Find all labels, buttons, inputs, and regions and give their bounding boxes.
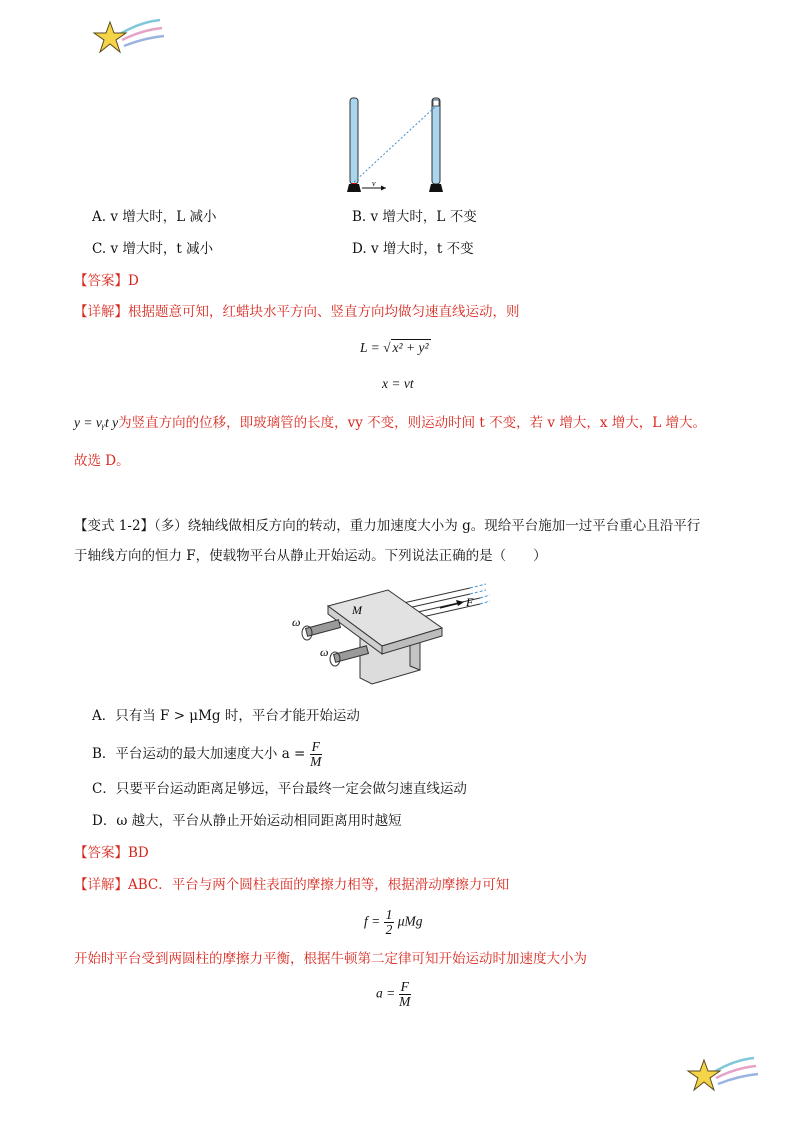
- question-stem-line2: 于轴线方向的恒力 F，使载物平台从静止开始运动。下列说法正确的是（ ）: [74, 548, 547, 564]
- option-b: B. v 增大时，L 不变: [352, 209, 477, 225]
- option-a: A. v 增大时，L 减小: [92, 209, 217, 225]
- fraction-F-over-M: $\frac{F}{M}$: [310, 739, 322, 769]
- omega-label-2: ω: [320, 645, 329, 659]
- option-b-2: B．平台运动的最大加速度大小 a = $\frac{F}{M}$: [92, 739, 322, 769]
- question-stem-line1: 【变式 1-2】（多）绕轴线做相反方向的转动，重力加速度大小为 g。现给平台施加一过平台重心且沿平行: [74, 518, 701, 534]
- option-c-2: C．只要平台运动距离足够远，平台最终一定会做匀速直线运动: [92, 781, 467, 797]
- option-a-2: A．只有当 F > μMg 时，平台才能开始运动: [92, 708, 360, 724]
- equation-x: x = vt: [382, 376, 414, 391]
- option-d: D. v 增大时，t 不变: [352, 241, 474, 257]
- conclusion-line: 故选 D。: [74, 453, 130, 469]
- mass-label: M: [352, 603, 362, 617]
- detail-line-2: 【详解】ABC．平台与两个圆柱表面的摩擦力相等，根据滑动摩擦力可知: [74, 877, 510, 893]
- omega-label-1: ω: [292, 615, 301, 629]
- equation-f: f = $\frac{1}{2}$ μMg: [364, 907, 423, 937]
- platform-figure: [290, 580, 490, 692]
- shooting-star-icon-2: [686, 1054, 760, 1098]
- answer-line: 【答案】D: [74, 273, 139, 289]
- equation-L: L = √ x² + y²: [360, 340, 429, 355]
- force-label: F: [466, 595, 474, 609]
- shooting-star-icon: [92, 16, 166, 60]
- explanation-line: y = vᵧt y为竖直方向的位移，即玻璃管的长度，vy 不变，则运动时间 t 不变，若 v 增大，x 增大，L 增大。: [74, 415, 706, 431]
- option-c: C. v 增大时，t 减小: [92, 241, 214, 257]
- detail-line: 【详解】根据题意可知，红蜡块水平方向、竖直方向均做匀速直线运动，则: [74, 304, 520, 320]
- equation-a: a = $\frac{F}{M}$: [376, 979, 411, 1009]
- velocity-label: v: [372, 179, 376, 188]
- answer-line-2: 【答案】BD: [74, 845, 149, 861]
- explanation-line-2: 开始时平台受到两圆柱的摩擦力平衡，根据牛顿第二定律可知开始运动时加速度大小为: [74, 951, 587, 967]
- glass-tube-figure: [340, 94, 450, 198]
- option-d-2: D．ω 越大，平台从静止开始运动相同距离用时越短: [92, 813, 402, 829]
